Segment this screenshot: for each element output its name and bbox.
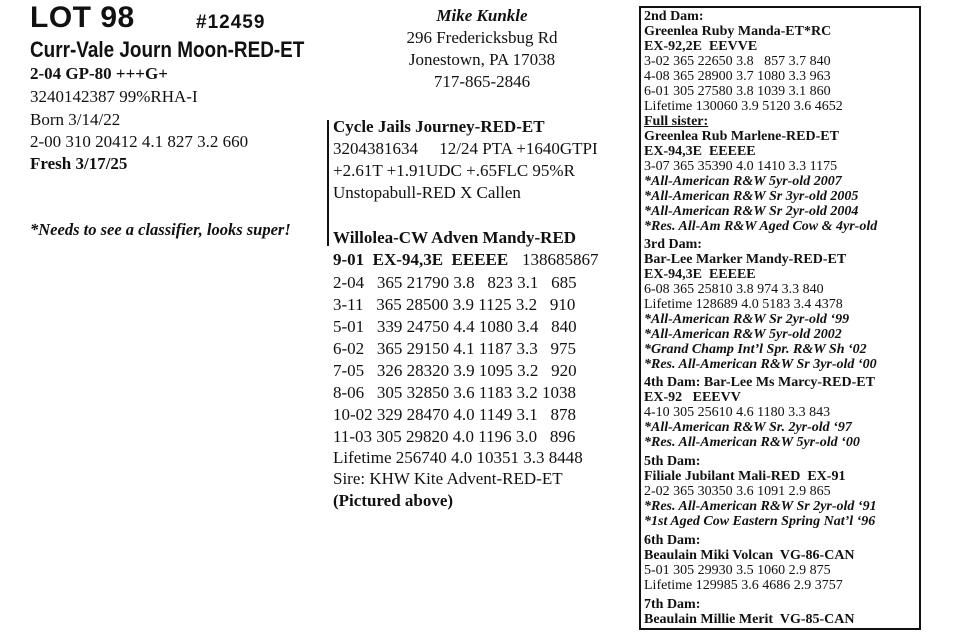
sire-line-3: Unstopabull-RED X Callen [333, 183, 521, 202]
fifth-dam-name: Filiale Jubilant Mali-RED EX-91 [644, 469, 846, 484]
dam-record-row: 3-11 365 28500 3.9 1125 3.2 910 [333, 295, 576, 314]
second-dam-record: 4-08 365 28900 3.7 1080 3.3 963 [644, 69, 831, 84]
consignor-name: Mike Kunkle [436, 6, 528, 25]
dam-record-row: 8-06 305 32850 3.6 1183 3.2 1038 [333, 383, 577, 402]
sire-line-1: 3204381634 12/24 PTA +1640GTPI [333, 139, 598, 158]
animal-born: Born 3/14/22 [30, 110, 121, 129]
second-dam-name: Greenlea Ruby Manda-ET*RC [644, 24, 832, 39]
third-dam-honor: *Grand Champ Int’l Spr. R&W Sh ‘02 [644, 342, 867, 357]
third-dam-honor: *All-American R&W 5yr-old 2002 [644, 327, 842, 342]
sixth-dam-label: 6th Dam: [644, 533, 701, 548]
sixth-dam-lifetime: Lifetime 129985 3.6 4686 2.9 3757 [644, 578, 843, 593]
sire-name: Cycle Jails Journey-RED-ET [333, 117, 545, 136]
fifth-dam-honor: *1st Aged Cow Eastern Spring Nat’l ‘96 [644, 514, 876, 529]
full-sister-honor: *All-American R&W 5yr-old 2007 [644, 174, 842, 189]
second-dam-class: EX-92,2E EEVVE [644, 39, 758, 54]
fourth-dam-honor: *All-American R&W Sr. 2yr-old ‘97 [644, 420, 852, 435]
third-dam-label: 3rd Dam: [644, 237, 702, 252]
divider-line [327, 120, 329, 246]
lot-number: #12459 [196, 12, 266, 33]
full-sister-record: 3-07 365 35390 4.0 1410 3.3 1175 [644, 159, 838, 174]
third-dam-class: EX-94,3E EEEEE [644, 267, 756, 282]
dam-sire: Sire: KHW Kite Advent-RED-ET [333, 469, 563, 488]
third-dam-record: 6-08 365 25810 3.8 974 3.3 840 [644, 282, 824, 297]
animal-registration: 3240142387 99%RHA-I [30, 87, 198, 106]
second-dam-record: 6-01 305 27580 3.8 1039 3.1 860 [644, 84, 831, 99]
consignor-city: Jonestown, PA 17038 [408, 50, 556, 69]
third-dam-honor: *Res. All-American R&W Sr 3yr-old ‘00 [644, 357, 877, 372]
dam-name: Willolea-CW Adven Mandy-RED [333, 228, 577, 247]
sire-line-2: +2.61T +1.91UDC +.65FLC 95%R [333, 161, 575, 180]
dam-record-row: 2-04 365 21790 3.8 823 3.1 685 [333, 273, 577, 292]
fifth-dam-record: 2-02 365 30350 3.6 1091 2.9 865 [644, 484, 831, 499]
third-dam-lifetime: Lifetime 128689 4.0 5183 3.4 4378 [644, 297, 843, 312]
dam-record-row: 7-05 326 28320 3.9 1095 3.2 920 [333, 361, 577, 380]
dam-record-row: 10-02 329 28470 4.0 1149 3.1 878 [333, 405, 577, 424]
fourth-dam-honor: *Res. All-American R&W 5yr-old ‘00 [644, 435, 860, 450]
fourth-dam-record: 4-10 305 25610 4.6 1180 3.3 843 [644, 405, 831, 420]
seventh-dam-label: 7th Dam: [644, 597, 701, 612]
full-sister-honor: *All-American R&W Sr 3yr-old 2005 [644, 189, 859, 204]
animal-note: *Needs to see a classifier, looks super! [30, 220, 291, 239]
fifth-dam-honor: *Res. All-American R&W Sr 2yr-old ‘91 [644, 499, 877, 514]
full-sister-class: EX-94,3E EEEEE [644, 144, 756, 159]
third-dam-honor: *All-American R&W Sr 2yr-old ‘99 [644, 312, 850, 327]
third-dam-name: Bar-Lee Marker Mandy-RED-ET [644, 252, 847, 267]
second-dam-label: 2nd Dam: [644, 9, 704, 24]
animal-name: Curr-Vale Journ Moon-RED-ET [30, 37, 305, 62]
dam-id: 138685867 [522, 250, 599, 269]
animal-fresh: Fresh 3/17/25 [30, 154, 128, 173]
second-dam-record: 3-02 365 22650 3.8 857 3.7 840 [644, 54, 831, 69]
dam-pictured-note: (Pictured above) [333, 491, 454, 510]
full-sister-honor: *All-American R&W Sr 2yr-old 2004 [644, 204, 859, 219]
full-sister-name: Greenlea Rub Marlene-RED-ET [644, 129, 839, 144]
animal-record: 2-00 310 20412 4.1 827 3.2 660 [30, 132, 249, 151]
sixth-dam-name: Beaulain Miki Volcan VG-86-CAN [644, 548, 855, 563]
dam-lifetime: Lifetime 256740 4.0 10351 3.3 8448 [333, 448, 583, 467]
fourth-dam-line: 4th Dam: Bar-Lee Ms Marcy-RED-ET [644, 375, 875, 390]
sixth-dam-record: 5-01 305 29930 3.5 1060 2.9 875 [644, 563, 831, 578]
fifth-dam-label: 5th Dam: [644, 454, 701, 469]
full-sister-honor: *Res. All-Am R&W Aged Cow & 4yr-old [644, 219, 878, 234]
dam-record-row: 11-03 305 29820 4.0 1196 3.0 896 [333, 427, 576, 446]
consignor-phone: 717-865-2846 [433, 72, 531, 91]
animal-classification: 2-04 GP-80 +++G+ [30, 64, 168, 83]
dam-record-row: 5-01 339 24750 4.4 1080 3.4 840 [333, 317, 577, 336]
lot-title: LOT 98 [30, 1, 135, 34]
dam-classification: 9-01 EX-94,3E EEEEE [333, 250, 509, 269]
consignor-address: 296 Fredericksbug Rd [406, 28, 558, 47]
seventh-dam-name: Beaulain Millie Merit VG-85-CAN [644, 612, 855, 627]
second-dam-lifetime: Lifetime 130060 3.9 5120 3.6 4652 [644, 99, 843, 114]
dam-record-row: 6-02 365 29150 4.1 1187 3.3 975 [333, 339, 577, 358]
fourth-dam-class: EX-92 EEEVV [644, 390, 741, 405]
full-sister-label: Full sister: [644, 114, 709, 129]
